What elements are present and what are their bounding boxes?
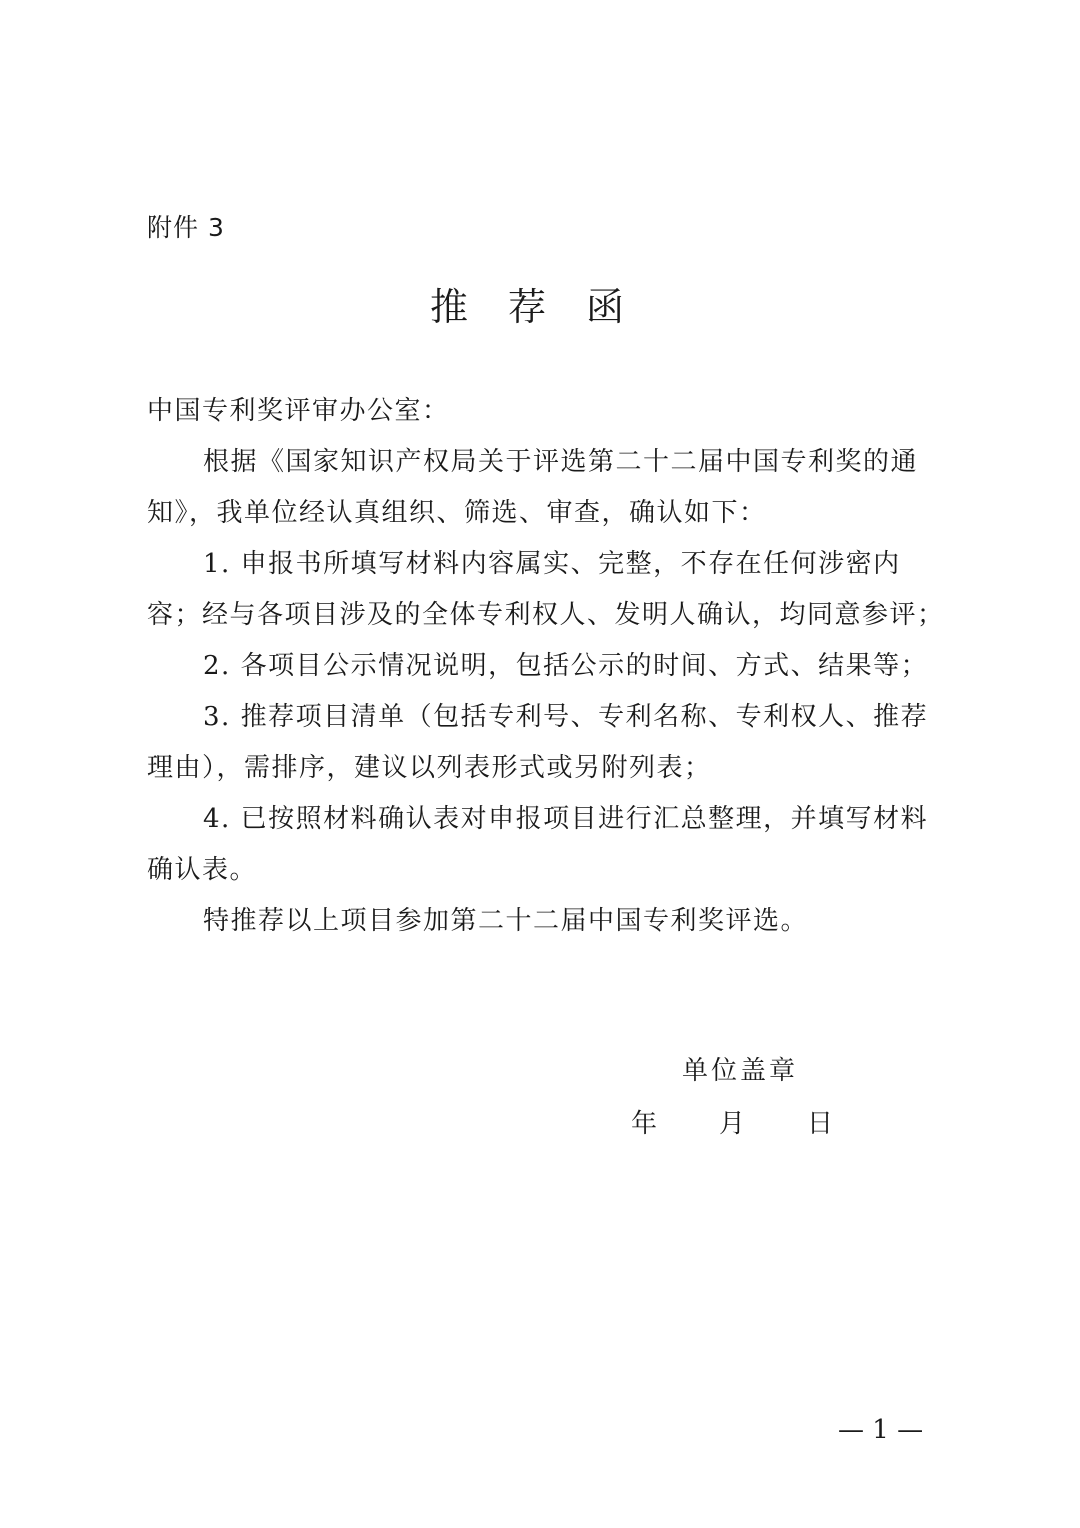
item-paragraph: 3. 推荐项目清单（包括专利号、专利名称、专利权人、推荐理由），需排序，建议以列表形式或另附列表；	[147, 702, 929, 783]
date-year-label: 年	[631, 1109, 658, 1139]
attachment-label: 附件 3	[147, 213, 225, 242]
item-paragraph: 2. 各项目公示情况说明，包括公示的时间、方式、结果等；	[203, 651, 929, 681]
item-paragraph: 4. 已按照材料确认表对申报项目进行汇总整理，并填写材料确认表。	[147, 804, 929, 885]
closing-paragraph: 特推荐以上项目参加第二十二届中国专利奖评选。	[203, 906, 809, 936]
salutation: 中国专利奖评审办公室：	[147, 396, 450, 426]
page-number: — 1 —	[838, 1415, 924, 1445]
seal-label: 单位盖章	[682, 1056, 799, 1086]
date-day-label: 日	[807, 1109, 834, 1139]
date-line	[631, 1103, 833, 1140]
date-month-label: 月	[719, 1109, 746, 1139]
document-title: 推荐函	[429, 285, 664, 329]
item-paragraph: 1. 申报书所填写材料内容属实、完整，不存在任何涉密内容；经与各项目涉及的全体专利权人、发明人确认，均同意参评；	[147, 549, 945, 630]
letter-body	[147, 386, 947, 947]
intro-paragraph: 根据《国家知识产权局关于评选第二十二届中国专利奖的通知》，我单位经认真组织、筛选、审查，确认如下：	[147, 447, 919, 528]
